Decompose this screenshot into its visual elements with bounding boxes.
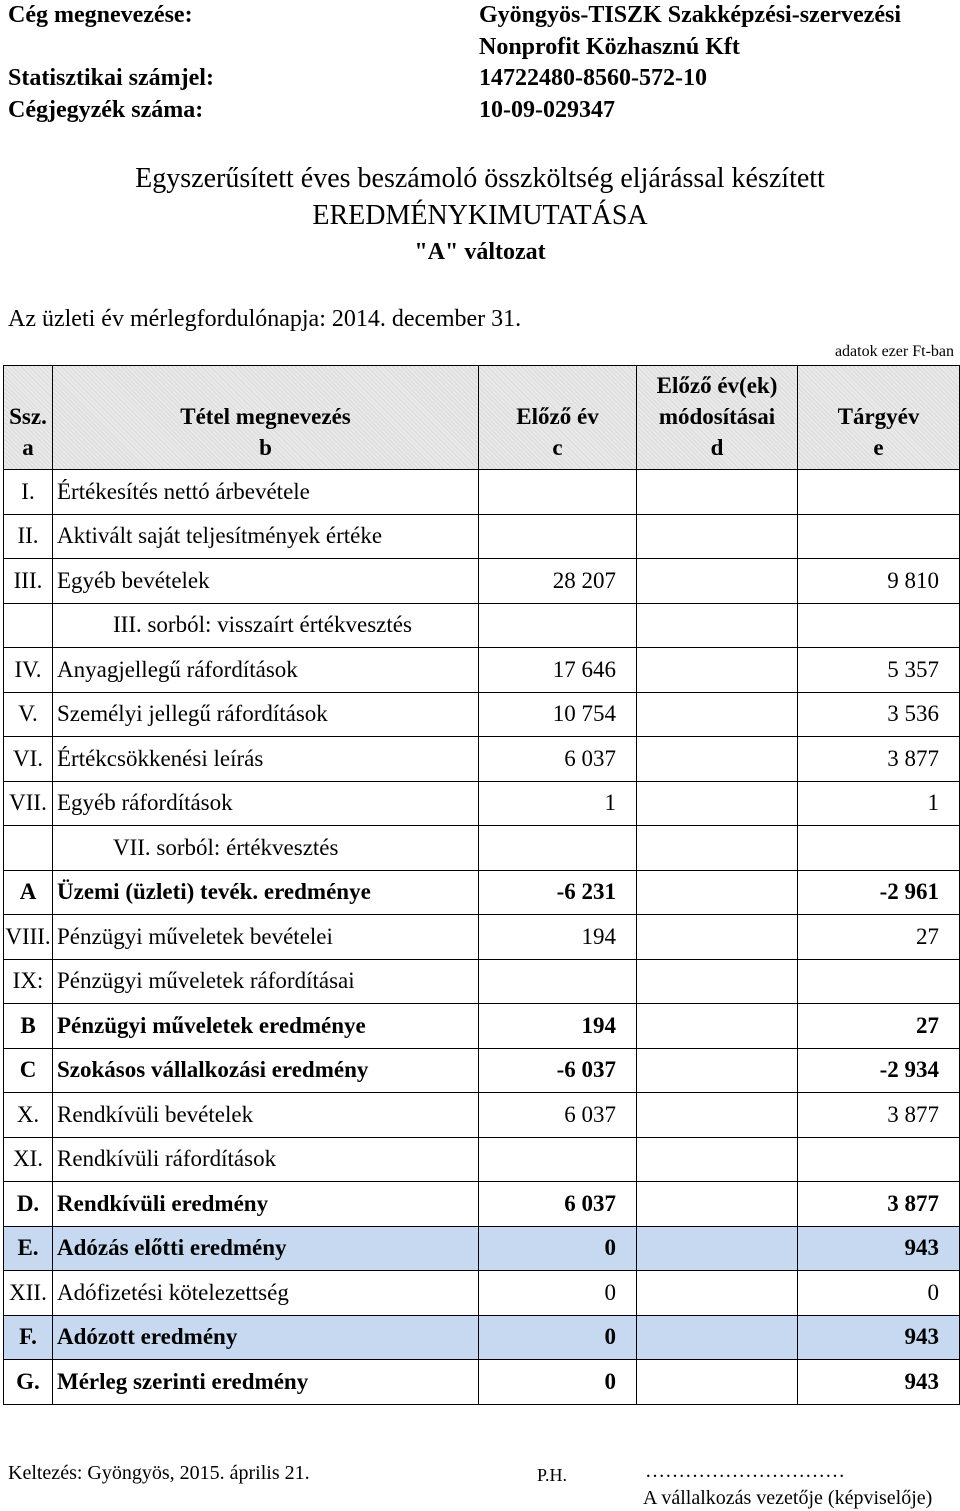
row-modification <box>637 915 798 960</box>
row-code <box>4 603 53 648</box>
row-prev-year: 0 <box>479 1360 637 1405</box>
col-header-name: Tétel megnevezés b <box>53 366 479 470</box>
table-row <box>4 1360 960 1405</box>
row-code: X. <box>4 1093 53 1138</box>
row-current-year: 0 <box>798 1271 960 1316</box>
row-current-year: 27 <box>798 915 960 960</box>
report-title-line2: EREDMÉNYKIMUTATÁSA <box>312 200 648 231</box>
row-current-year: 943 <box>798 1360 960 1405</box>
table-row <box>4 1137 960 1182</box>
balance-sheet-date: Az üzleti év mérlegfordulónapja: 2014. december 31. <box>8 306 522 332</box>
row-prev-year <box>479 826 637 871</box>
row-current-year: 9 810 <box>798 559 960 604</box>
row-prev-year <box>479 514 637 559</box>
signature-line: ………………………… <box>645 1460 845 1482</box>
row-modification <box>637 1226 798 1271</box>
registry-number-label: Cégjegyzék száma: <box>8 97 204 123</box>
row-modification <box>637 781 798 826</box>
col-header-prev: Előző év c <box>479 366 637 470</box>
table-row <box>4 737 960 782</box>
row-name: Adózott eredmény <box>53 1315 479 1360</box>
table-row <box>4 1093 960 1138</box>
table-row <box>4 514 960 559</box>
table-row <box>4 1004 960 1049</box>
row-name: Értékcsökkenési leírás <box>53 737 479 782</box>
row-name: Személyi jellegű ráfordítások <box>53 692 479 737</box>
row-prev-year: 194 <box>479 915 637 960</box>
row-modification <box>637 1271 798 1316</box>
row-code: E. <box>4 1226 53 1271</box>
row-code: VI. <box>4 737 53 782</box>
table-row <box>4 470 960 515</box>
report-title-line1: Egyszerűsített éves beszámoló összköltség eljárással készített <box>135 163 825 194</box>
row-prev-year: 6 037 <box>479 737 637 782</box>
row-code <box>4 826 53 871</box>
row-current-year: 5 357 <box>798 648 960 693</box>
row-prev-year <box>479 603 637 648</box>
row-modification <box>637 603 798 648</box>
row-current-year: 27 <box>798 1004 960 1049</box>
row-name: Üzemi (üzleti) tevék. eredménye <box>53 870 479 915</box>
row-code: III. <box>4 559 53 604</box>
row-current-year: -2 934 <box>798 1048 960 1093</box>
row-current-year: -2 961 <box>798 870 960 915</box>
row-code: D. <box>4 1182 53 1227</box>
table-row <box>4 648 960 693</box>
table-header-row <box>4 366 960 470</box>
row-name: Értékesítés nettó árbevétele <box>53 470 479 515</box>
row-modification <box>637 1315 798 1360</box>
row-name: VII. sorból: értékvesztés <box>53 826 479 871</box>
row-name: Pénzügyi műveletek bevételei <box>53 915 479 960</box>
row-name: Adózás előtti eredmény <box>53 1226 479 1271</box>
row-prev-year: -6 037 <box>479 1048 637 1093</box>
stat-number-label: Statisztikai számjel: <box>8 65 214 91</box>
row-modification <box>637 959 798 1004</box>
row-prev-year: 194 <box>479 1004 637 1049</box>
row-current-year: 3 536 <box>798 692 960 737</box>
row-current-year: 943 <box>798 1226 960 1271</box>
table-row <box>4 603 960 648</box>
stamp-placeholder: P.H. <box>537 1465 568 1485</box>
company-name-line1: Gyöngyös-TISZK Szakképzési-szervezési <box>479 2 901 28</box>
company-name-label: Cég megnevezése: <box>8 2 193 28</box>
table-row <box>4 826 960 871</box>
row-code: XII. <box>4 1271 53 1316</box>
row-prev-year <box>479 470 637 515</box>
row-modification <box>637 559 798 604</box>
row-prev-year: -6 231 <box>479 870 637 915</box>
row-current-year <box>798 826 960 871</box>
row-prev-year: 6 037 <box>479 1093 637 1138</box>
row-name: Rendkívüli bevételek <box>53 1093 479 1138</box>
row-modification <box>637 470 798 515</box>
row-name: Rendkívüli eredmény <box>53 1182 479 1227</box>
footer-date: Keltezés: Gyöngyös, 2015. április 21. <box>8 1462 310 1484</box>
row-current-year <box>798 959 960 1004</box>
row-code: G. <box>4 1360 53 1405</box>
row-prev-year: 0 <box>479 1226 637 1271</box>
row-code: VIII. <box>4 915 53 960</box>
table-row <box>4 1226 960 1271</box>
table-row <box>4 1048 960 1093</box>
row-modification <box>637 826 798 871</box>
row-prev-year: 28 207 <box>479 559 637 604</box>
table-row <box>4 559 960 604</box>
signer-title: A vállalkozás vezetője (képviselője) <box>643 1487 933 1509</box>
row-modification <box>637 1093 798 1138</box>
row-modification <box>637 737 798 782</box>
company-name-line2: Nonprofit Közhasznú Kft <box>479 34 740 60</box>
row-modification <box>637 870 798 915</box>
report-title-line3: "A" változat <box>414 239 546 265</box>
row-code: F. <box>4 1315 53 1360</box>
row-prev-year: 6 037 <box>479 1182 637 1227</box>
row-code: I. <box>4 470 53 515</box>
row-prev-year: 0 <box>479 1315 637 1360</box>
row-code: IX: <box>4 959 53 1004</box>
row-name: Rendkívüli ráfordítások <box>53 1137 479 1182</box>
row-current-year: 3 877 <box>798 1093 960 1138</box>
table-row <box>4 1182 960 1227</box>
row-name: Anyagjellegű ráfordítások <box>53 648 479 693</box>
row-name: Pénzügyi műveletek ráfordításai <box>53 959 479 1004</box>
row-code: IV. <box>4 648 53 693</box>
row-code: A <box>4 870 53 915</box>
row-name: Egyéb bevételek <box>53 559 479 604</box>
row-code: VII. <box>4 781 53 826</box>
row-current-year: 3 877 <box>798 1182 960 1227</box>
row-code: XI. <box>4 1137 53 1182</box>
row-prev-year <box>479 959 637 1004</box>
row-prev-year: 10 754 <box>479 692 637 737</box>
table-row <box>4 870 960 915</box>
row-prev-year: 17 646 <box>479 648 637 693</box>
row-modification <box>637 514 798 559</box>
row-current-year <box>798 1137 960 1182</box>
table-row <box>4 1315 960 1360</box>
row-current-year: 3 877 <box>798 737 960 782</box>
row-modification <box>637 1048 798 1093</box>
row-current-year: 1 <box>798 781 960 826</box>
row-modification <box>637 1137 798 1182</box>
row-modification <box>637 1360 798 1405</box>
row-prev-year: 0 <box>479 1271 637 1316</box>
col-header-ssz: Ssz. a <box>4 366 53 470</box>
table-row <box>4 781 960 826</box>
row-name: Pénzügyi műveletek eredménye <box>53 1004 479 1049</box>
row-current-year: 943 <box>798 1315 960 1360</box>
table-row <box>4 692 960 737</box>
row-name: Egyéb ráfordítások <box>53 781 479 826</box>
row-prev-year <box>479 1137 637 1182</box>
row-name: Adófizetési kötelezettség <box>53 1271 479 1316</box>
row-modification <box>637 648 798 693</box>
col-header-mod: Előző év(ek) módosításai d <box>637 366 798 470</box>
row-name: Szokásos vállalkozási eredmény <box>53 1048 479 1093</box>
table-row <box>4 1271 960 1316</box>
stat-number-value: 14722480-8560-572-10 <box>479 65 707 91</box>
row-code: V. <box>4 692 53 737</box>
registry-number-value: 10-09-029347 <box>479 97 615 123</box>
row-name: Aktivált saját teljesítmények értéke <box>53 514 479 559</box>
row-name: Mérleg szerinti eredmény <box>53 1360 479 1405</box>
row-name: III. sorból: visszaírt értékvesztés <box>53 603 479 648</box>
table-row <box>4 915 960 960</box>
row-code: B <box>4 1004 53 1049</box>
row-code: II. <box>4 514 53 559</box>
row-modification <box>637 692 798 737</box>
units-note: adatok ezer Ft-ban <box>834 343 954 360</box>
table-row <box>4 959 960 1004</box>
col-header-curr: Tárgyév e <box>798 366 960 470</box>
row-current-year <box>798 603 960 648</box>
row-modification <box>637 1182 798 1227</box>
income-statement-table <box>3 365 960 1405</box>
row-current-year <box>798 470 960 515</box>
row-code: C <box>4 1048 53 1093</box>
row-prev-year: 1 <box>479 781 637 826</box>
row-current-year <box>798 514 960 559</box>
row-modification <box>637 1004 798 1049</box>
